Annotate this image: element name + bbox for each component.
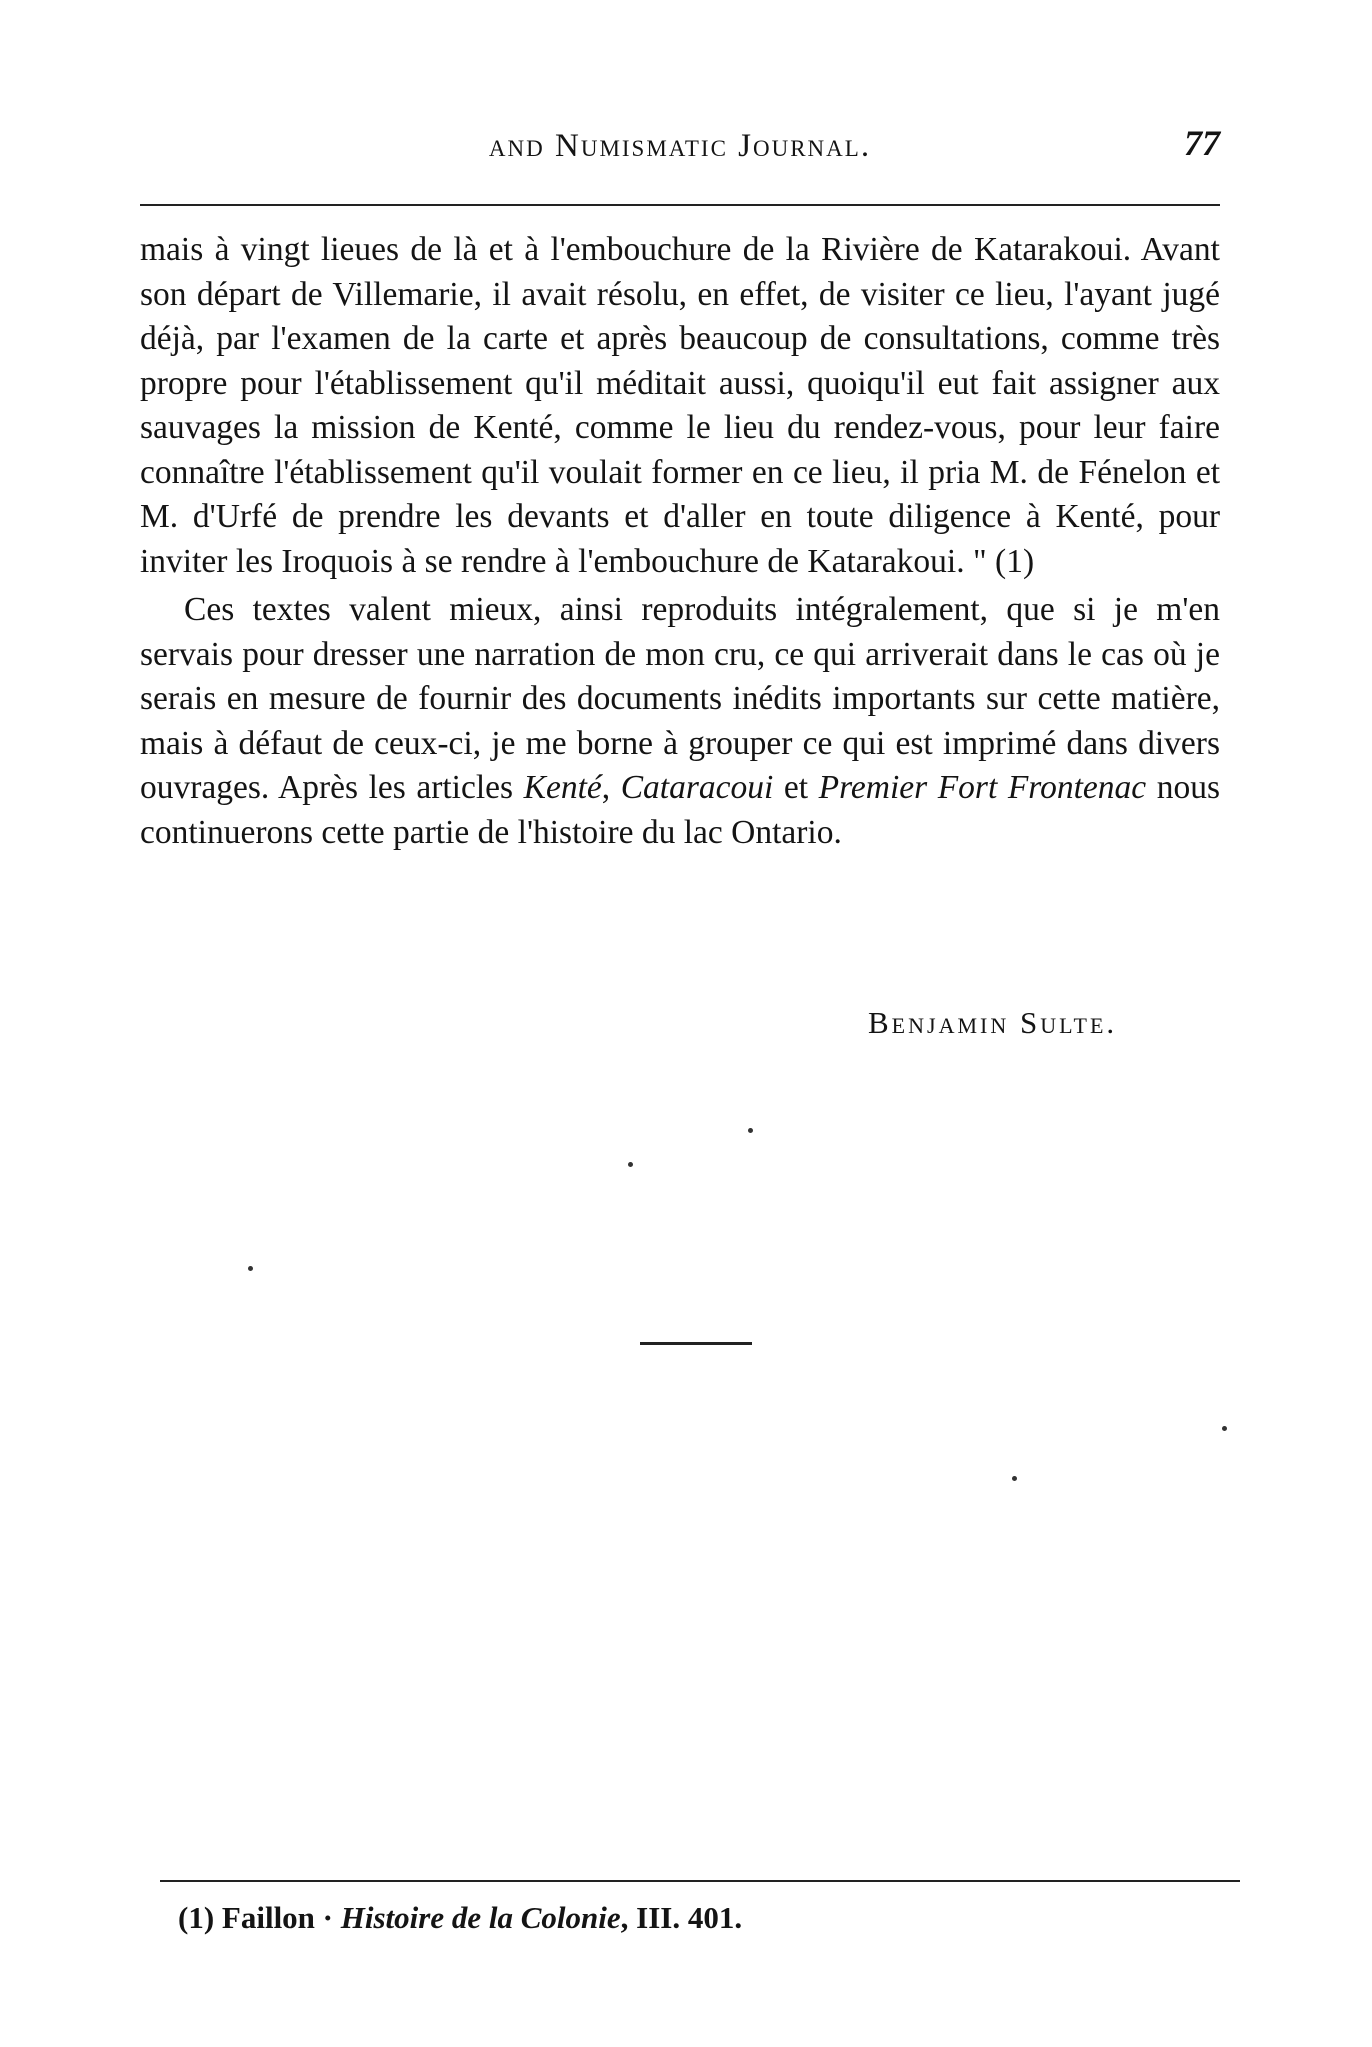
print-speck — [628, 1162, 633, 1167]
header-rule — [140, 204, 1220, 206]
running-head — [140, 123, 1220, 178]
print-speck — [1012, 1476, 1017, 1481]
italic-article-kente: Kenté — [523, 769, 602, 806]
section-end-rule — [640, 1342, 752, 1345]
journal-title: and Numismatic Journal. — [488, 128, 872, 164]
footnote-separator: · — [322, 1900, 334, 1935]
body-text — [140, 228, 1220, 855]
print-speck — [248, 1266, 253, 1271]
author-signature: Benjamin Sulte. — [868, 1005, 1118, 1040]
paragraph-2-text: Ces textes valent mieux, ainsi reproduits intégralement, que si je m'en servais pour dresser une narration de mon cru, ce qui arriverait dans le cas où je serais en mesure de fournir des documents inédits importants sur cette matière, mais à défaut de ceux-ci, je me borne à grouper ce qui est imprimé dans divers ouvrages. Après les articles — [140, 591, 1220, 806]
footnote-reference: , III. 401. — [620, 1900, 743, 1935]
footnote-marker: (1) — [178, 1900, 215, 1935]
separator-2: et — [773, 769, 819, 806]
footnote-rule — [160, 1880, 1240, 1882]
italic-article-cataracoui: Cataracoui — [620, 769, 774, 806]
footnote-title: Histoire de la Colonie — [340, 1900, 621, 1935]
print-speck — [1222, 1426, 1227, 1431]
footnote — [178, 1900, 742, 1936]
paragraph-2 — [140, 588, 1220, 855]
footnote-author: Faillon — [221, 1900, 315, 1935]
separator-1: , — [601, 769, 621, 806]
paragraph-1: mais à vingt lieues de là et à l'embouchure de la Rivière de Katarakoui. Avant son départ de Villemarie, il avait résolu, en effet, de visiter ce lieu, l'ayant jugé déjà, par l'examen de la carte et après beaucoup de consultations, comme très propre pour l'établissement qu'il méditait aussi, quoiqu'il eut fait assigner aux sauvages la mission de Kenté, comme le lieu du rendez-vous, pour leur faire connaître l'établissement qu'il voulait former en ce lieu, il pria M. de Fénelon et M. d'Urfé de prendre les devants et d'aller en toute diligence à Kenté, pour inviter les Iroquois à se rendre à l'embouchure de Katarakoui. " (1) — [140, 231, 1220, 580]
italic-article-fort-frontenac: Premier Fort Frontenac — [818, 769, 1147, 806]
paragraph-2-ending: nous continuerons cette partie de l'histoire du lac Ontario. — [140, 769, 1220, 851]
page-number: 77 — [1184, 123, 1220, 163]
print-speck — [748, 1128, 753, 1133]
